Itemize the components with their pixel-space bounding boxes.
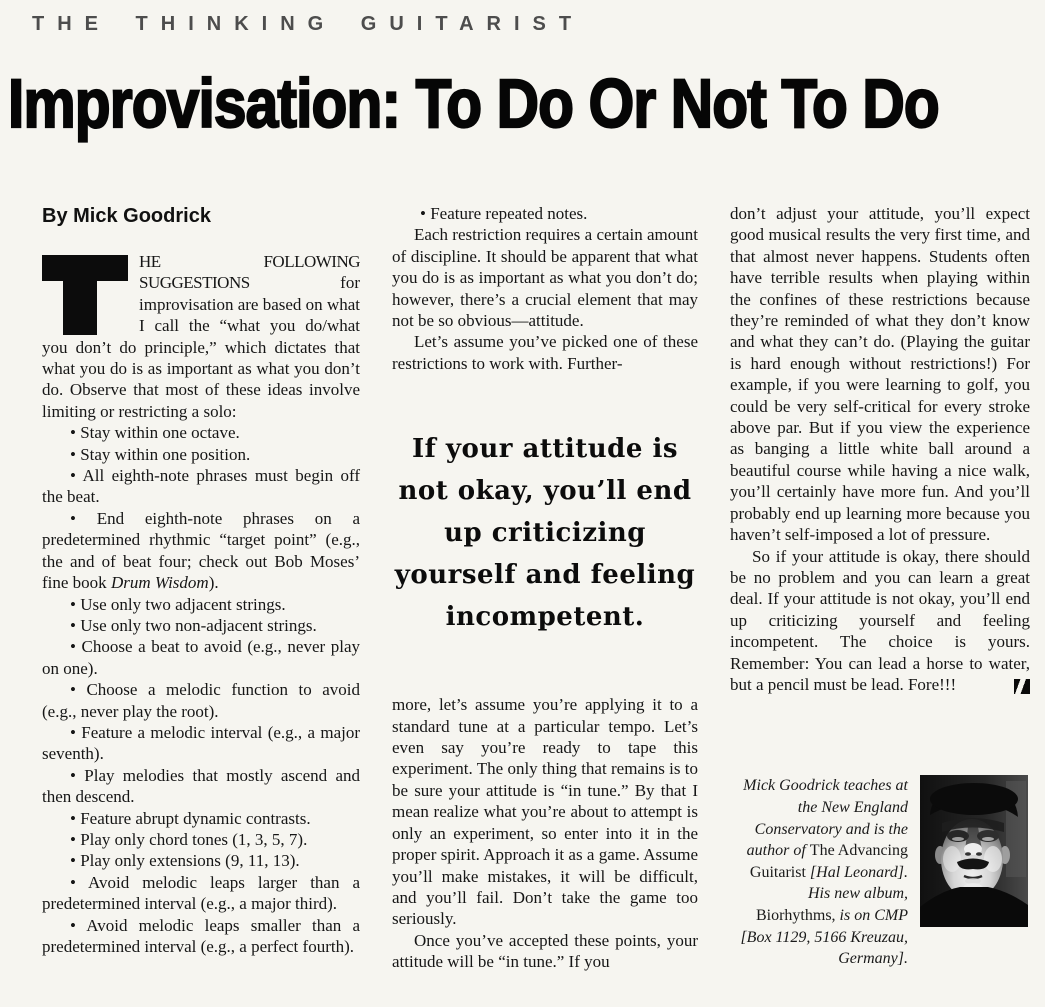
bullet-glyph: • [70,915,87,935]
bullet-item [42,765,360,808]
text-run: Biorhythms, [755,906,836,924]
bullet-item [42,679,360,722]
text-run: Choose a melodic function to avoid (e.g., never play the root). [42,680,360,721]
dropcap-stem [63,255,97,335]
byline: By Mick Goodrick [42,205,211,227]
text-run: don’t adjust your attitude, you’ll expect good musical results the very first time, and that almost never happens. Students often have terrible results when playing within the confines of these restrictions because they’re reminded of what they don’t know and what they can’t do. (Playing the guitar is hard enough without restrictions!) For example, if you were learning to golf, you could be very self-critical for every stroke above par. But if you view the experience as banging a little white ball around a beautiful course while having a nice walk, you’ll certainly have more fun. And you’ll probably end up learning more because you haven’t self-imposed a lot of pressure. [730,204,1030,545]
text-run: ). [208,573,219,593]
pull-quote-line: If your attitude is [412,434,678,465]
body-paragraph [392,331,698,374]
bullet-item [42,508,360,594]
text-run: All eighth-note phrases must begin off the beat. [42,466,360,507]
end-of-article-icon [1014,679,1030,694]
bullet-item [42,615,360,636]
bullet-item [42,444,360,465]
article-columns [42,203,1030,973]
text-run: Avoid melodic leaps smaller than a predetermined interval (e.g., a perfect fourth). [42,915,361,956]
bullet-glyph: • [70,615,81,635]
bio-note [730,775,908,969]
pull-quote-line: yourself and feeling [394,560,696,591]
bullet-item [42,636,360,679]
text-run: End eighth-note phrases on a predetermined rhythmic “target point” (e.g., the and of beat four; check out Bob Moses’ fine book [42,508,361,593]
text-run: Use only two adjacent strings. [80,594,286,614]
text-run: Feature repeated notes. [430,204,588,223]
text-run: Once you’ve accepted these points, your attitude will be “in tune.” If you [392,930,698,972]
body-paragraph [392,930,698,973]
text-run: Play only extensions (9, 11, 13). [80,851,300,871]
bullet-item [42,465,360,508]
bullet-glyph: • [70,466,83,486]
text-run: Mick Goodrick teaches at the New England Conservatory and is the author of [743,777,908,860]
text-run: So if your attitude is okay, there should be no problem and you can learn a great deal. If your attitude is not okay, you’ll end up criticizing yourself and feeling incompetent. The choice is yours. Remember: You can lead a horse to water, but a pencil must be lead. Fore!!! [730,546,1030,694]
bullet-item [42,808,360,829]
body-paragraph [392,224,698,331]
bullet-glyph: • [70,594,81,614]
bullet-glyph: • [420,204,431,223]
column-3 [730,203,1030,970]
text-run: Use only two non-adjacent strings. [80,615,317,635]
text-run: HE FOLLOWING SUGGESTIONS [139,252,360,293]
text-run: Play only chord tones (1, 3, 5, 7). [80,829,308,849]
text-run: Stay within one position. [80,444,251,464]
text-run: [Hal Leonard]. His new album, [808,863,908,903]
text-run: for improvisation are based on what I call the “what you do/what you don’t do principle,” which dictates that what you do is as important as what you don’t do. Observe that most of these ideas involve limiting or restricting a solo: [42,273,360,421]
bullet-item [42,722,360,765]
text-run: Stay within one octave. [80,423,240,443]
bio-row [730,775,1030,969]
bullet-item [42,829,360,850]
text-run: Feature a melodic interval (e.g., a major seventh). [42,722,360,764]
text-run: Let’s assume you’ve picked one of these restrictions to work with. Further- [392,332,698,373]
text-run: Feature abrupt dynamic contrasts. [80,808,311,828]
bullet-glyph: • [70,637,82,657]
opening-paragraph [42,251,360,422]
column-kicker: THE THINKING GUITARIST [32,13,585,35]
bullet-item [42,915,360,958]
column-1 [42,203,360,957]
text-run: Drum Wisdom [110,573,209,593]
bullet-glyph: • [70,872,88,892]
portrait-photo-image [920,775,1028,927]
pull-quote-line: not okay, you’ll end [398,476,692,507]
bullet-glyph: • [70,765,85,785]
body-paragraph [392,694,698,929]
bullet-item [42,422,360,443]
pull-quote-line: incompetent. [445,602,645,633]
bullet-glyph: • [70,829,81,849]
portrait-photo [920,775,1028,927]
bullet-item [42,850,360,871]
bullet-glyph: • [70,423,81,443]
text-run: Choose a beat to avoid (e.g., never play on one). [42,637,361,678]
text-run: The Advancing Guitarist [749,842,908,881]
bullet-item [42,594,360,615]
body-paragraph [730,203,1030,546]
column-2 [392,203,698,973]
bullet-item [392,203,698,224]
text-run: Play melodies that mostly ascend and then descend. [42,765,360,807]
pull-quote [394,428,696,638]
bullet-glyph: • [70,508,97,528]
bullet-glyph: • [70,808,81,828]
pull-quote-line: up criticizing [444,518,646,549]
dropcap-letter-icon [42,255,128,335]
bullet-glyph: • [70,851,81,871]
bullet-item [42,872,360,915]
bullet-glyph: • [70,722,82,742]
text-run: more, let’s assume you’re applying it to a standard tune at a particular tempo. Let’s even say you’re ready to tape this experiment. The only thing that remains is to be sure your attitude is “in tune.” By that I mean realize what you’re about to attempt is only an experiment, so enter into it in the proper spirit. Approach it as a game. Assume you’ll make mistakes, it will be difficult, and you’ll fail. Don’t take the game too seriously. [392,695,698,929]
bullet-glyph: • [70,444,81,464]
text-run: Each restriction requires a certain amount of discipline. It should be apparent that what you do is as important as what you don’t do; however, there’s a crucial element that may not be so obvious—attitude. [392,225,698,331]
text-run: is on CMP [Box 1129, 5166 Kreuzau, Germany]. [740,906,908,968]
text-run: Avoid melodic leaps larger than a predetermined interval (e.g., a major third). [42,872,360,914]
bullet-glyph: • [70,680,87,700]
body-paragraph [730,546,1030,696]
article-title: Improvisation: To Do Or Not To Do [8,65,939,142]
